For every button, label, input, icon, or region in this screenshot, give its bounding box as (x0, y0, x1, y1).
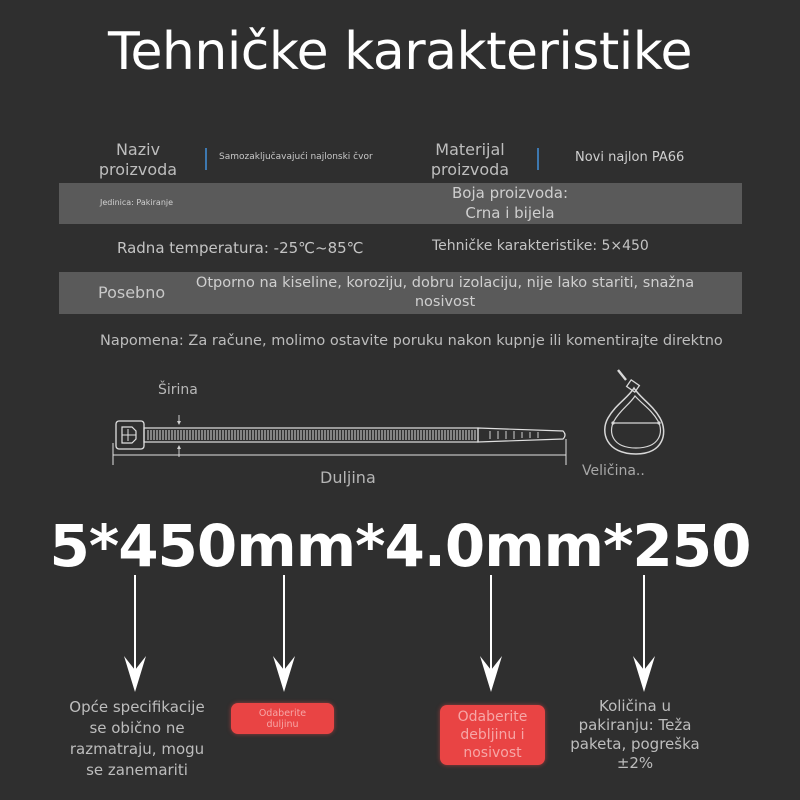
callout-arrows (0, 570, 800, 695)
button-line: Odaberite (258, 707, 307, 719)
callout-line: Opće specifikacije (69, 698, 205, 716)
material-value: Novi najlon PA66 (575, 150, 685, 165)
accent-divider (205, 148, 207, 170)
product-name-label (92, 140, 184, 180)
select-length-button[interactable] (231, 703, 334, 734)
special-line-1: Otporno na kiseline, koroziju, dobru izolaciju, nije lako stariti, snažna (195, 275, 695, 291)
color-line-1: Boja proizvoda: (452, 184, 568, 202)
length-label: Duljina (320, 468, 376, 487)
select-thickness-button[interactable] (440, 705, 545, 765)
tech-spec-value: Tehničke karakteristike: 5×450 (432, 238, 649, 254)
cable-tie-diagram-icon (100, 405, 580, 465)
callout-line: Količina u (599, 697, 671, 715)
special-label: Posebno (98, 283, 166, 302)
accent-divider (537, 148, 539, 170)
size-label: Veličina.. (582, 463, 645, 479)
callout-line: paketa, pogreška (570, 735, 700, 753)
color-line-2: Crna i bijela (465, 204, 555, 222)
note-text: Napomena: Za račune, molimo ostavite poruku nakon kupnje ili komentirajte direktno (100, 333, 723, 349)
color-value (420, 183, 600, 223)
product-name-value: Samozaključavajući najlonski čvor (219, 152, 373, 162)
callout-line: se zanemariti (86, 761, 188, 779)
callout-quantity (560, 697, 710, 773)
button-line: nosivost (463, 745, 522, 761)
page-title: Tehničke karakteristike (108, 22, 692, 82)
button-line: Odaberite (457, 709, 528, 725)
temperature-value: Radna temperatura: -25℃~85℃ (117, 239, 364, 257)
spec-code: 5*450mm*4.0mm*250 (49, 512, 751, 580)
special-line-2: nosivost (414, 294, 476, 310)
width-label: Širina (158, 382, 198, 398)
material-label (425, 140, 515, 180)
button-line: debljinu i (460, 727, 525, 743)
button-line: duljinu (266, 718, 299, 730)
callout-line: pakiranju: Teža (578, 716, 692, 734)
callout-line: ±2% (616, 754, 654, 772)
callout-general-spec (62, 697, 212, 781)
unit-value: Jedinica: Pakiranje (100, 198, 174, 207)
product-name-label-text: Naziv proizvoda (98, 140, 178, 179)
special-value (180, 274, 710, 312)
callout-line: razmatraju, mogu (69, 740, 205, 758)
callout-line: se obično ne (89, 719, 185, 737)
material-label-text: Materijal proizvoda (430, 140, 510, 179)
cable-tie-loop-icon (596, 366, 676, 462)
